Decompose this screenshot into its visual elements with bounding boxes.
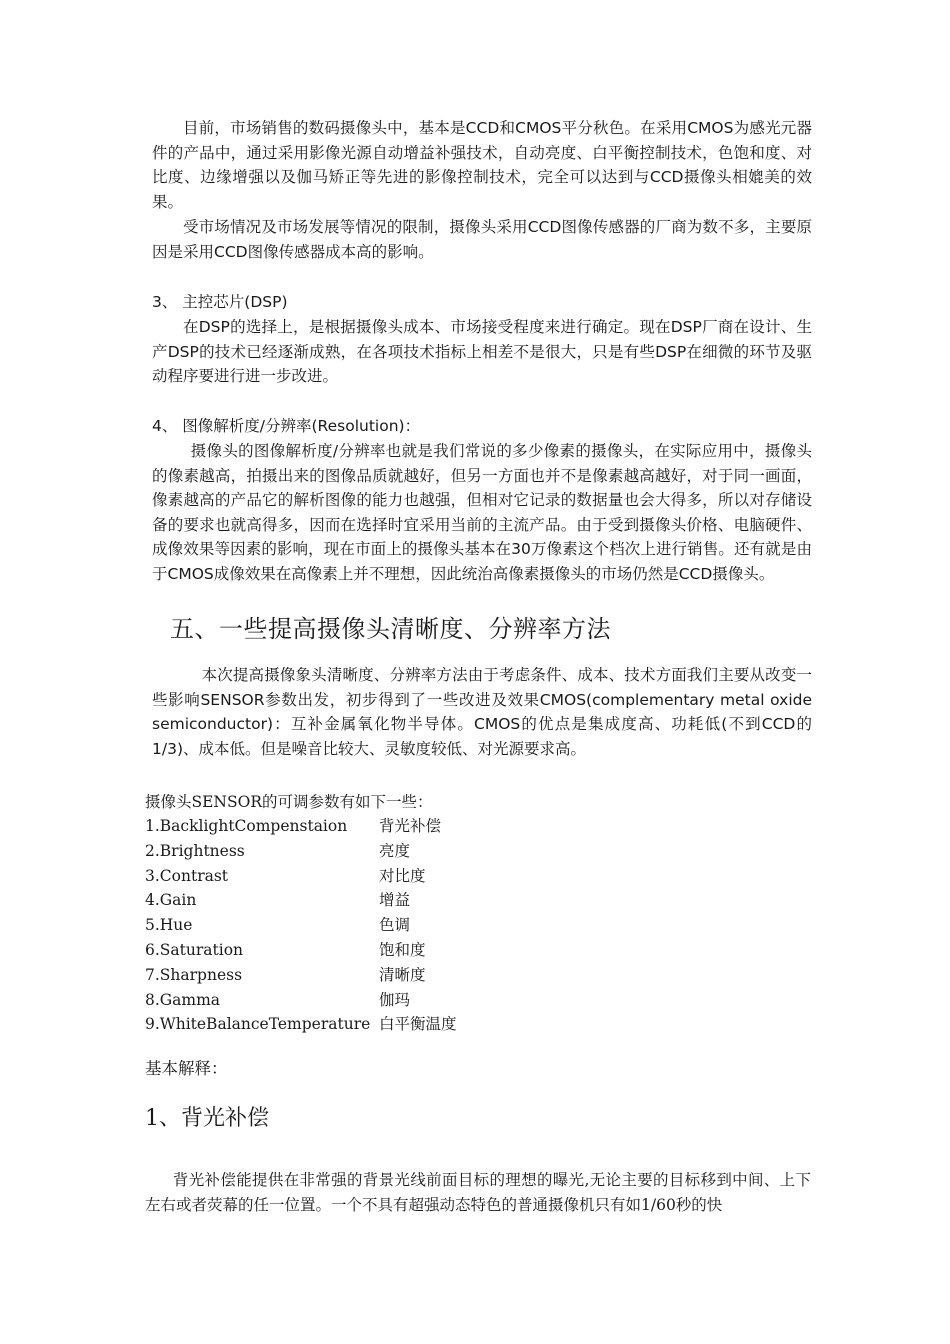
- param-translation: 对比度: [379, 866, 426, 885]
- params-intro: 摄像头SENSOR的可调参数有如下一些：: [145, 793, 433, 811]
- param-name: 4.Gain: [145, 891, 197, 910]
- param-translation: 背光补偿: [379, 817, 442, 835]
- chapter-5-body: 本次提高摄像象头清晰度、分辨率方法由于考虑条件、成本、技术方面我们主要从改变一些影响SENSOR参数出发，初步得到了一些改进及效果CMOS(complementary metal oxide semiconductor)：互补金属氧化物半导体。CMOS的优点是集成度高、功耗低(不到CCD的1/3)、成本低。但是噪音比较大、灵敏度较低、对光源要求高。: [152, 666, 812, 758]
- backlight-body: 背光补偿能提供在非常强的背景光线前面目标的理想的曝光,无论主要的目标移到中间、上下左右或者荧幕的任一位置。一个不具有超强动态特色的普通摄像机只有如1/60秒的快: [145, 1171, 811, 1214]
- param-row: [145, 1012, 457, 1037]
- param-row: [145, 913, 457, 938]
- paragraph-ccd-cmos: 目前，市场销售的数码摄像头中，基本是CCD和CMOS平分秋色。在采用CMOS为感光元器件的产品中，通过采用影像光源自动增益补强技术，自动亮度、白平衡控制技术，色饱和度、对比度、边缘增强以及伽马矫正等先进的影像控制技术，完全可以达到与CCD摄像头相媲美的效果。: [152, 119, 812, 211]
- basic-explanation-label: 基本解释：: [145, 1059, 228, 1078]
- param-translation: 色调: [379, 916, 411, 935]
- param-translation: 白平衡温度: [379, 1015, 457, 1034]
- param-name: 9.WhiteBalanceTemperature: [145, 1015, 371, 1034]
- params-list: [145, 814, 457, 1037]
- param-row: [145, 988, 457, 1013]
- param-row: [145, 963, 457, 988]
- param-translation: 亮度: [379, 841, 411, 860]
- param-name: 6.Saturation: [145, 940, 244, 959]
- param-name: 3.Contrast: [145, 866, 229, 885]
- paragraph-ccd-cost: 受市场情况及市场发展等情况的限制，摄像头采用CCD图像传感器的厂商为数不多，主要原因是采用CCD图像传感器成本高的影响。: [152, 218, 812, 261]
- chapter-5-heading: 五、一些提高摄像头清晰度、分辨率方法: [170, 615, 611, 643]
- backlight-heading: 1、背光补偿: [145, 1106, 269, 1131]
- param-name: 1.BacklightCompenstaion: [145, 817, 348, 835]
- param-translation: 饱和度: [379, 940, 426, 959]
- param-name: 7.Sharpness: [145, 965, 243, 984]
- param-row: [145, 888, 457, 913]
- param-row: [145, 814, 457, 839]
- section-4-heading: 4、 图像解析度/分辨率(Resolution)：: [152, 417, 421, 435]
- param-row: [145, 864, 457, 889]
- section-3-body: 在DSP的选择上，是根据摄像头成本、市场接受程度来进行确定。现在DSP厂商在设计、生产DSP的技术已经逐渐成熟，在各项技术指标上相差不是很大，只是有些DSP在细微的环节及驱动程序要进行进一步改进。: [152, 318, 812, 386]
- param-translation: 清晰度: [379, 965, 426, 984]
- section-3-heading: 3、 主控芯片(DSP): [152, 293, 288, 311]
- param-name: 8.Gamma: [145, 990, 221, 1009]
- param-translation: 增益: [379, 891, 411, 910]
- param-name: 2.Brightness: [145, 841, 245, 860]
- param-row: [145, 839, 457, 864]
- param-translation: 伽玛: [379, 990, 411, 1009]
- param-name: 5.Hue: [145, 916, 193, 935]
- section-4-body: 摄像头的图像解析度/分辨率也就是我们常说的多少像素的摄像头，在实际应用中，摄像头的像素越高，拍摄出来的图像品质就越好，但另一方面也并不是像素越高越好，对于同一画面，像素越高的产品它的解析图像的能力也越强，但相对它记录的数据量也会大得多，所以对存储设备的要求也就高得多，因而在选择时宜采用当前的主流产品。由于受到摄像头价格、电脑硬件、成像效果等因素的影响，现在市面上的摄像头基本在30万像素这个档次上进行销售。还有就是由于CMOS成像效果在高像素上并不理想，因此统治高像素摄像头的市场仍然是CCD摄像头。: [152, 442, 812, 583]
- param-row: [145, 938, 457, 963]
